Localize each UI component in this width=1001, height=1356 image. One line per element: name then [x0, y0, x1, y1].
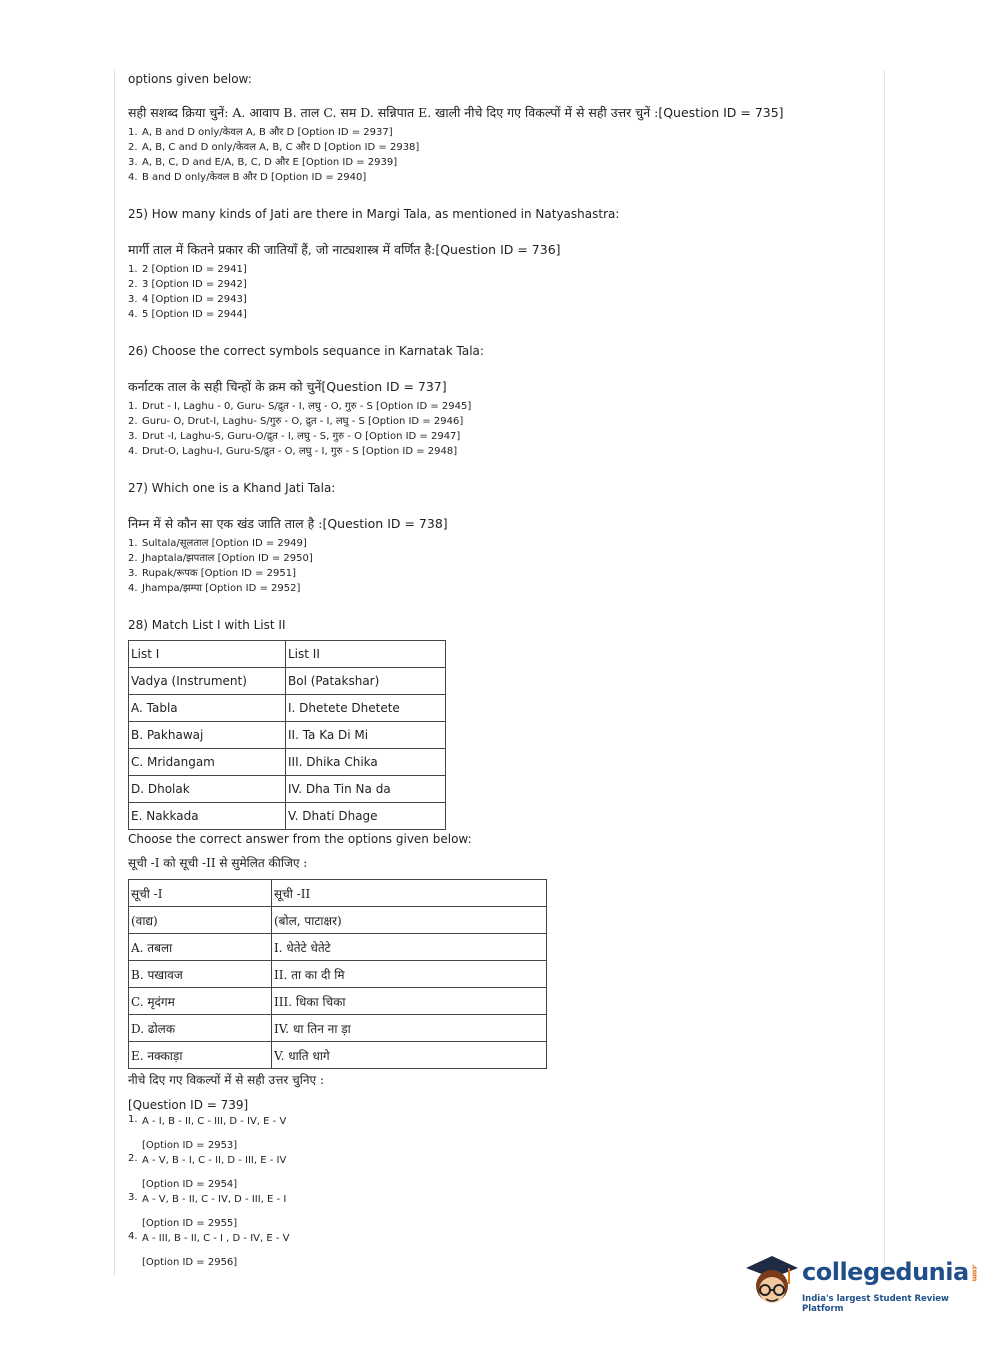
option-item: 2. A, B, C and D only/केवल A, B, C और D [Option ID = 2938] [128, 142, 420, 153]
question-735 [128, 104, 873, 185]
option-item: 1. A, B and D only/केवल A, B और D [Option ID = 2937] [128, 127, 393, 138]
question-id: [Question ID = 736] [435, 242, 561, 257]
question-heading: 26) Choose the correct symbols sequance in Karnatak Tala: [128, 344, 484, 358]
option-item: 4. Drut-O, Laghu-I, Guru-S/द्रुत - O, लघु - I, गुरु - S [Option ID = 2948] [128, 446, 458, 457]
table-row: D. Dholak IV. Dha Tin Na da [129, 776, 446, 803]
option-item: 1. Drut - I, Laghu - 0, Guru- S/द्रुत - I, लघु - O, गुरु - S [Option ID = 2945] [128, 401, 472, 412]
question-hindi: निम्न में से कौन सा एक खंड जाति ताल है :[Question ID = 738] [128, 516, 448, 531]
table-row: A. Tabla I. Dhetete Dhetete [129, 695, 446, 722]
question-738 [128, 481, 873, 596]
question-hindi: मार्गी ताल में कितने प्रकार की जातियाँ हैं, जो नाट्यशास्त्र में वर्णित है:[Question ID = 736] [128, 242, 561, 257]
question-id: [Question ID = 737] [321, 379, 447, 394]
option-item: 3. 4 [Option ID = 2943] [128, 294, 247, 305]
choose-answer-hindi: नीचे दिए गए विकल्पों में से सही उत्तर चुनिए : [128, 1073, 325, 1087]
options-list [114, 1114, 873, 1270]
collegedunia-logo [742, 1250, 979, 1314]
table-row: C. Mridangam III. Dhika Chika [129, 749, 446, 776]
page-margin-right [884, 70, 885, 1276]
match-table-english [128, 640, 446, 830]
question-id: [Question ID = 735] [658, 105, 784, 120]
question-hindi [128, 104, 873, 121]
question-id: [Question ID = 739] [128, 1098, 249, 1112]
brand-tagline: India's largest Student Review Platform [802, 1294, 949, 1314]
choose-answer-english: Choose the correct answer from the options given below: [128, 832, 472, 846]
document-body [128, 72, 873, 1270]
question-736 [128, 207, 873, 322]
mascot-icon [742, 1250, 800, 1308]
option-item: 1. A - I, B - II, C - III, D - IV, E - V [Option ID = 2953] [128, 1114, 287, 1151]
table-row: Vadya (Instrument) Bol (Patakshar) [129, 668, 446, 695]
options-list [114, 262, 873, 322]
option-item: 4. A - III, B - II, C - I , D - IV, E - V [Option ID = 2956] [128, 1231, 290, 1268]
options-list [114, 125, 873, 185]
question-heading: 27) Which one is a Khand Jati Tala: [128, 481, 336, 495]
table-row: B. पखावज II. ता का दी मि [129, 961, 547, 988]
table-row: A. तबला I. धेतेटे धेतेटे [129, 934, 547, 961]
options-list [114, 399, 873, 459]
option-item: 1. Sultala/सूलताल [Option ID = 2949] [128, 538, 307, 549]
table-row: (वाद्य) (बोल, पाटाक्षर) [129, 907, 547, 934]
table-row: B. Pakhawaj II. Ta Ka Di Mi [129, 722, 446, 749]
option-item: 4. 5 [Option ID = 2944] [128, 309, 247, 320]
options-list [114, 536, 873, 596]
table-row: E. नक्काड़ा V. धाति धागे [129, 1042, 547, 1069]
option-item: 3. A, B, C, D and E/A, B, C, D और E [Option ID = 2939] [128, 157, 398, 168]
option-item: 3. Drut -I, Laghu-S, Guru-O/द्रुत - I, लघु - S, गुरु - O [Option ID = 2947] [128, 431, 461, 442]
option-item: 3. Rupak/रूपक [Option ID = 2951] [128, 568, 296, 579]
match-heading-hindi: सूची -I को सूची -II से सुमेलित कीजिए : [128, 856, 308, 870]
question-heading: 25) How many kinds of Jati are there in Margi Tala, as mentioned in Natyashastra: [128, 207, 620, 221]
option-item: 2. A - V, B - I, C - II, D - III, E - IV [Option ID = 2954] [128, 1153, 287, 1190]
table-row: List I List II [129, 641, 446, 668]
question-id: [Question ID = 738] [322, 516, 448, 531]
question-hindi-text: सही सशब्द क्रिया चुनें: A. आवाप B. ताल C. सम D. सन्निपात E. खाली नीचे दिए गए विकल्पों में से सही उत्तर चुनें : [128, 105, 659, 120]
question-heading: 28) Match List I with List II [128, 618, 286, 632]
option-item: 2. Guru- O, Drut-I, Laghu- S/गुरु - O, द्रुत - I, लघु - S [Option ID = 2946] [128, 416, 464, 427]
table-row: E. Nakkada V. Dhati Dhage [129, 803, 446, 830]
page-margin-left [114, 70, 115, 1276]
question-hindi: कर्नाटक ताल के सही चिन्हों के क्रम को चुनें[Question ID = 737] [128, 379, 447, 394]
option-item: 2. 3 [Option ID = 2942] [128, 279, 247, 290]
option-item: 4. B and D only/केवल B और D [Option ID = 2940] [128, 172, 367, 183]
table-row: D. ढोलक IV. धा तिन ना ड़ा [129, 1015, 547, 1042]
brand-name: collegedunia .com [802, 1258, 979, 1286]
question-737 [128, 344, 873, 459]
option-item: 4. Jhampa/झम्पा [Option ID = 2952] [128, 583, 301, 594]
table-row: C. मृदंगम III. धिका चिका [129, 988, 547, 1015]
question-739 [128, 618, 873, 1270]
match-table-hindi [128, 879, 547, 1069]
option-item: 2. Jhaptala/झपताल [Option ID = 2950] [128, 553, 313, 564]
lead-text: options given below: [128, 72, 252, 86]
table-row: सूची -I सूची -II [129, 880, 547, 907]
option-item: 1. 2 [Option ID = 2941] [128, 264, 247, 275]
option-item: 3. A - V, B - II, C - IV, D - III, E - I [Option ID = 2955] [128, 1192, 287, 1229]
